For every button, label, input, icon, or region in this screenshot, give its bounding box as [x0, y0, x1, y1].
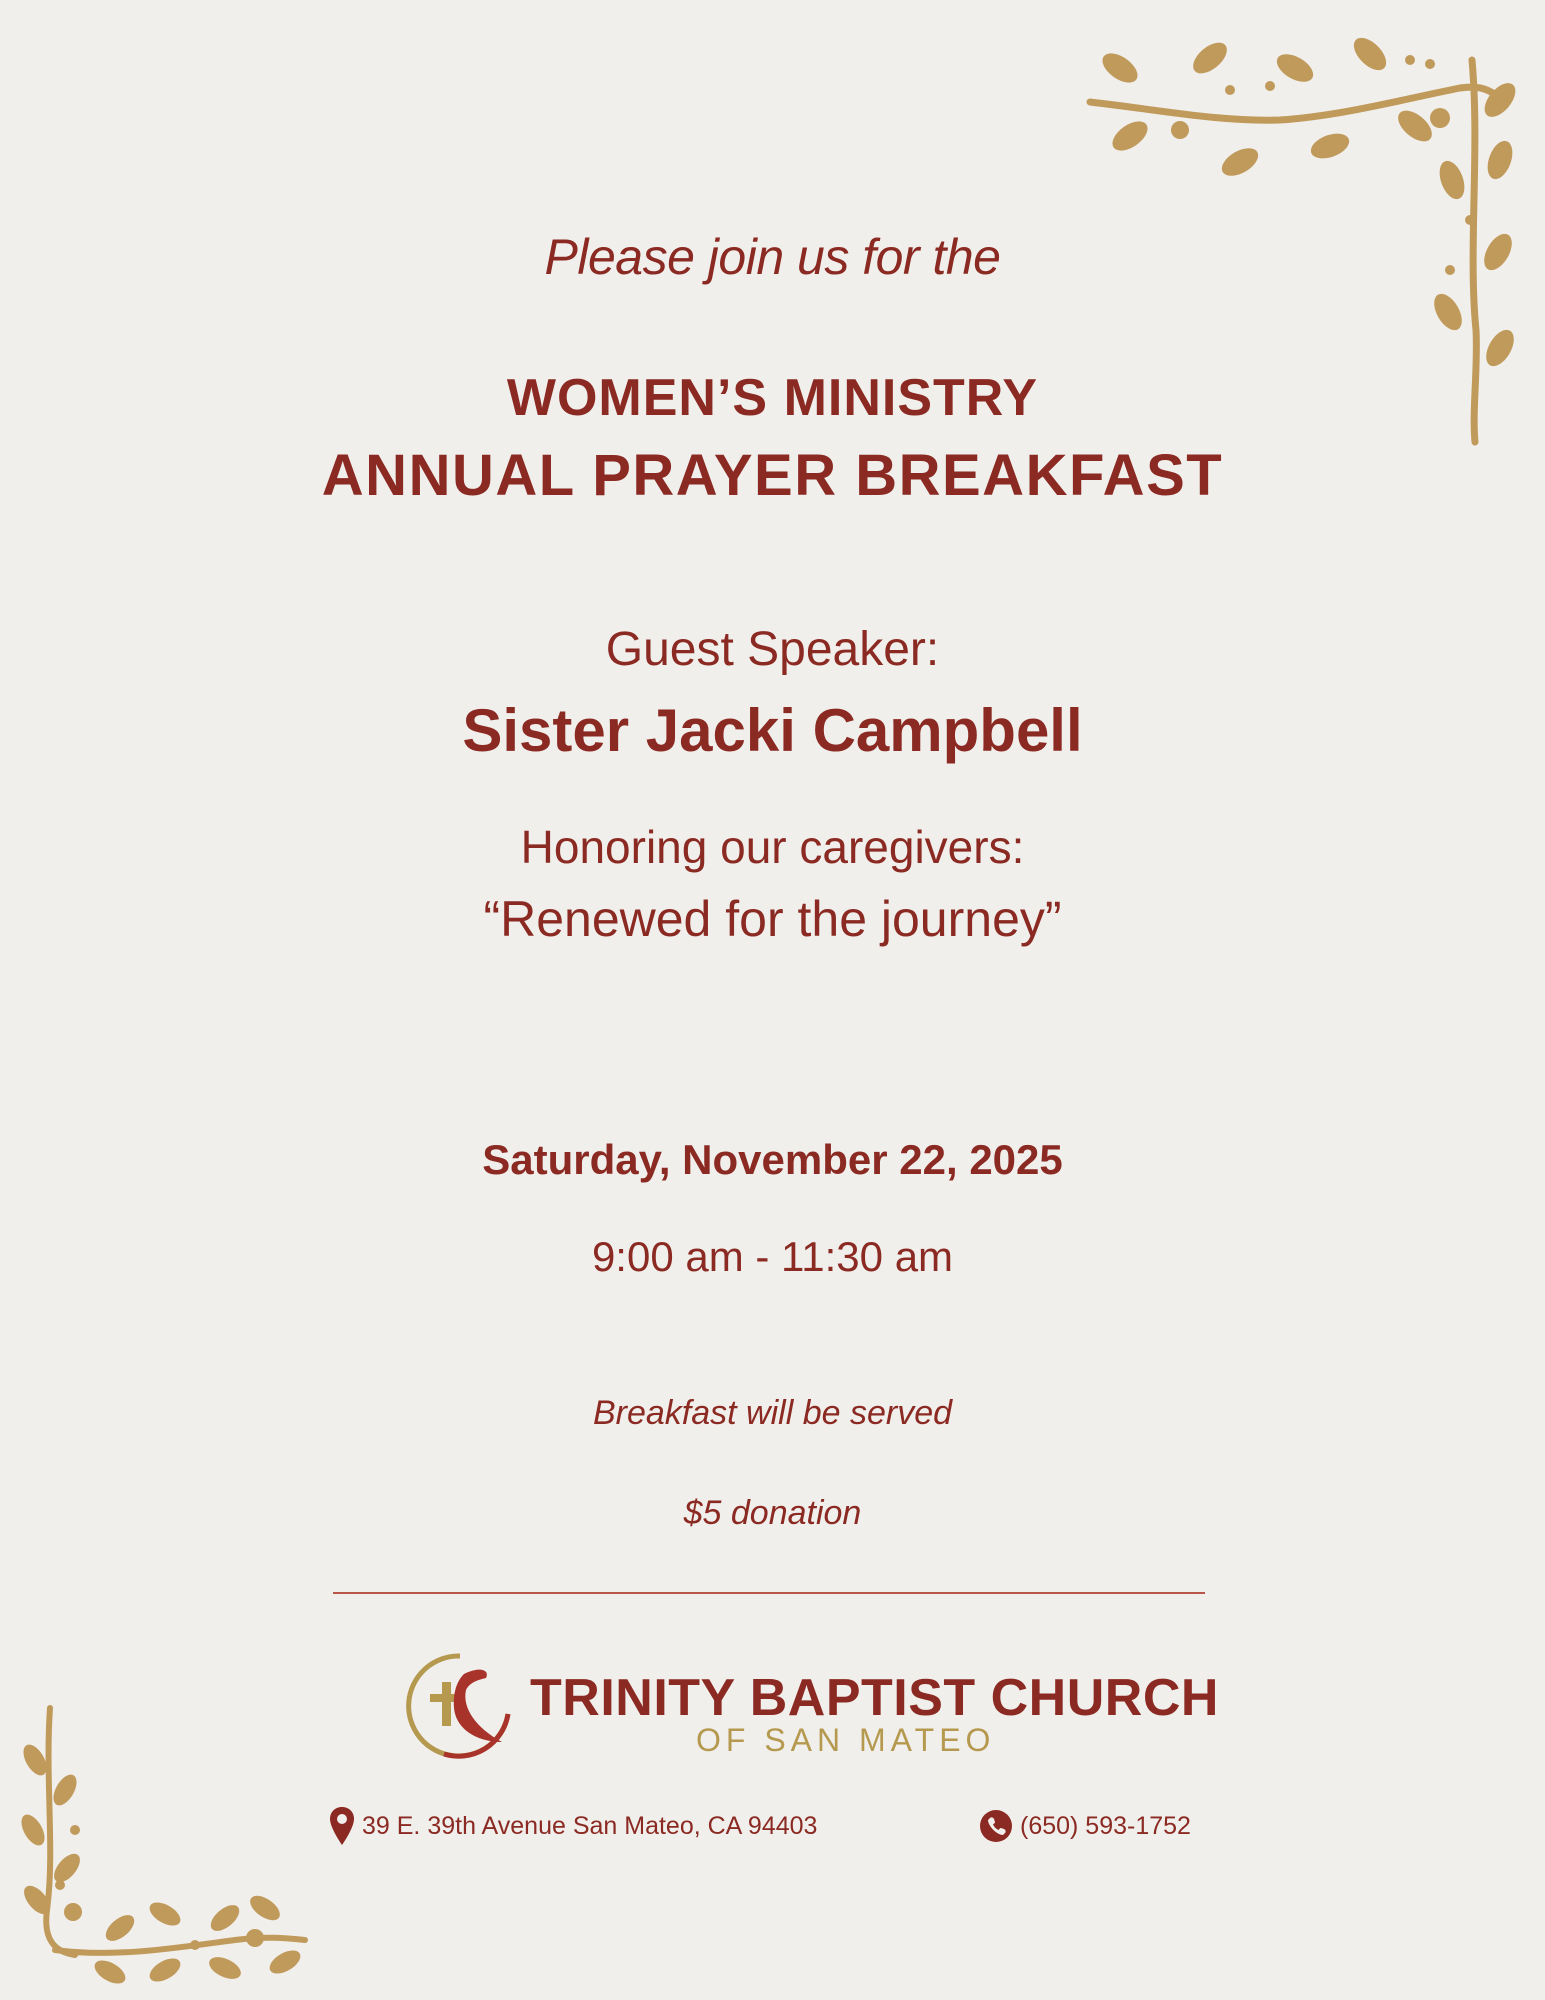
phone-icon — [980, 1810, 1012, 1842]
breakfast-note: Breakfast will be served — [592, 1394, 953, 1432]
honoring-label: Honoring our caregivers: — [520, 821, 1025, 873]
guest-speaker-name: Sister Jacki Campbell — [462, 697, 1083, 764]
church-phone: (650) 593-1752 — [1020, 1811, 1191, 1840]
event-date: Saturday, November 22, 2025 — [482, 1136, 1063, 1183]
guest-speaker-label: Guest Speaker: — [605, 623, 940, 676]
event-title-line1: WOMEN’S MINISTRY — [506, 369, 1039, 427]
event-time: 9:00 am - 11:30 am — [591, 1233, 954, 1280]
church-address: 39 E. 39th Avenue San Mateo, CA 94403 — [362, 1811, 818, 1840]
donation-note: $5 donation — [683, 1494, 862, 1532]
event-title-line2: ANNUAL PRAYER BREAKFAST — [321, 443, 1224, 508]
church-name: TRINITY BAPTIST CHURCH — [530, 1669, 1219, 1727]
floral-vine-corner-bottom-left — [15, 1700, 315, 1990]
phone-row — [980, 1806, 1191, 1846]
location-pin-icon — [330, 1807, 354, 1845]
theme-quote: “Renewed for the journey” — [483, 891, 1062, 947]
address-row — [330, 1806, 817, 1846]
church-logo-icon — [404, 1650, 516, 1762]
divider — [333, 1592, 1205, 1594]
church-subtitle: OF SAN MATEO — [696, 1722, 996, 1758]
intro-text: Please join us for the — [544, 229, 1001, 285]
